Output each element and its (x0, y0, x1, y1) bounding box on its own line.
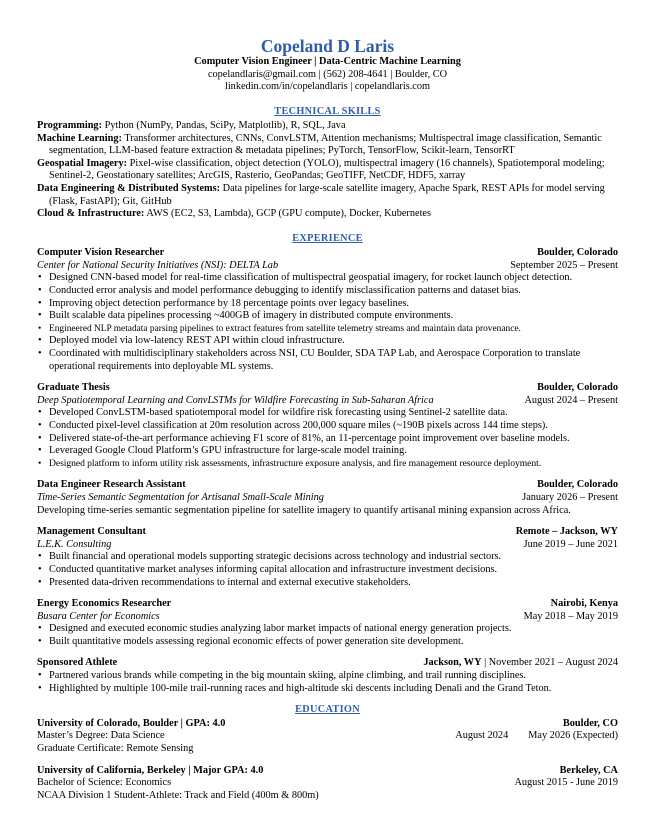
degree: Master’s Degree: Data Science (37, 730, 165, 742)
job-org: Deep Spatiotemporal Learning and ConvLSTMs for Wildfire Forecasting in Sub-Saharan Africa (37, 394, 434, 406)
list-item: • Developed ConvLSTM-based spatiotemporal model for wildfire risk forecasting using Sentinel-2 satellite data. (37, 407, 618, 420)
job-location: Boulder, Colorado (537, 382, 618, 394)
job-dates: September 2025 – Present (510, 259, 618, 271)
job-dates: June 2019 – June 2021 (523, 538, 618, 550)
job-title: Computer Vision Researcher (37, 247, 165, 259)
job-org: Time-Series Semantic Segmentation for Artisanal Small-Scale Mining (37, 491, 324, 503)
section-heading-skills: TECHNICAL SKILLS (274, 105, 381, 117)
job-bullets (37, 551, 618, 589)
skill-label: Programming: (37, 120, 103, 131)
job-subheader (37, 395, 618, 408)
skill-text: AWS (EC2, S3, Lambda), GCP (GPU compute), Docker, Kubernetes (144, 208, 432, 220)
education-uc-berkeley (37, 765, 618, 803)
list-item: • Highlighted by multiple 100-mile trail-running races and high-altitude ski descents including Denali and the Grand Teton. (37, 683, 618, 696)
certificate: Graduate Certificate: Remote Sensing (37, 742, 194, 754)
degree: Bachelor of Science: Economics (37, 777, 172, 789)
candidate-subtitle: Computer Vision Engineer | Data-Centric Machine Learning (194, 56, 461, 67)
education-cu-boulder (37, 718, 618, 756)
job-header (37, 598, 618, 611)
job-subheader (37, 492, 618, 505)
list-item: • Designed platform to inform utility risk assessments, infrastructure exposure analysis, and fire management resource deployment. (37, 458, 618, 471)
skill-text: Pixel-wise classification, object detection (YOLO), multispectral imagery (16 channels), Spatiotemporal modeling; Sentinel-2, Geostationary satellites; ArcGIS, Rasterio, GeoPandas; GeoTIFF, NetCDF, HDF5, xarray (49, 157, 605, 182)
contact-line-links: linkedin.com/in/copelandlaris | copelandlaris.com (224, 81, 431, 92)
job-subheader (37, 260, 618, 273)
job-header (37, 657, 618, 670)
job-location: Remote – Jackson, WY (515, 526, 618, 538)
job-management-consultant (37, 526, 618, 589)
list-item: • Designed CNN-based model for real-time classification of multispectral geospatial imagery, for rocket launch object detection. (37, 272, 618, 285)
job-computer-vision-researcher (37, 247, 618, 373)
job-title: Graduate Thesis (37, 382, 110, 394)
skill-label: Data Engineering & Distributed Systems: (37, 182, 221, 194)
job-header (37, 479, 618, 492)
list-item: • Coordinated with multidisciplinary stakeholders across NSI, CU Boulder, SDA TAP Lab, and Aerospace Corporation to translate operational requirements into deployable ML systems. (37, 348, 618, 373)
job-location: Boulder, Colorado (537, 479, 618, 491)
education-degree-row (37, 730, 618, 743)
list-item: • Improving object detection performance by 18 percentage points over legacy baselines. (37, 298, 618, 311)
skill-machine-learning (37, 133, 618, 158)
job-graduate-thesis (37, 382, 618, 470)
job-location-dates (423, 657, 618, 670)
job-title: Data Engineer Research Assistant (37, 479, 186, 491)
job-dates: August 2024 – Present (524, 394, 618, 406)
list-item: • Built financial and operational models supporting strategic decisions across technology and industrial sectors. (37, 551, 618, 564)
job-header (37, 526, 618, 539)
section-heading-experience: EXPERIENCE (292, 232, 363, 244)
list-item: • Built scalable data pipelines processing ~400GB of imagery in distributed compute environments. (37, 310, 618, 323)
job-bullets (37, 623, 618, 648)
list-item: • Partnered various brands while competing in the big mountain skiing, alpine climbing, and trail running disciplines. (37, 670, 618, 683)
education-degree-row (37, 777, 618, 790)
job-energy-economics-researcher (37, 598, 618, 648)
job-org: Busara Center for Economics (37, 610, 160, 622)
school-location: Boulder, CO (562, 717, 618, 729)
job-dates: | November 2021 – August 2024 (481, 657, 618, 669)
list-item: • Presented data-driven recommendations to internal and external executive stakeholders. (37, 577, 618, 590)
degree-dates: August 2015 - June 2019 (514, 777, 618, 789)
degree-dates (435, 730, 618, 743)
job-dates: January 2026 – Present (522, 491, 618, 503)
skill-cloud (37, 208, 618, 221)
education-header (37, 718, 618, 731)
skill-data-engineering (37, 183, 618, 208)
start-date: August 2024 (455, 730, 509, 742)
list-item: • Conducted error analysis and model performance debugging to identify misclassification patterns and dataset bias. (37, 285, 618, 298)
job-org: L.E.K. Consulting (37, 538, 112, 550)
job-dates: May 2018 – May 2019 (523, 610, 618, 622)
job-org: Center for National Security Initiatives (NSI): DELTA Lab (37, 259, 279, 271)
list-item: • Conducted pixel-level classification at 20m resolution across 200,000 square miles (~190B pixels across 144 time steps). (37, 420, 618, 433)
skill-geospatial (37, 158, 618, 183)
skills-list (37, 120, 618, 221)
job-title: Energy Economics Researcher (37, 598, 172, 610)
end-date: May 2026 (Expected) (528, 730, 618, 742)
job-bullets (37, 670, 618, 695)
job-sponsored-athlete (37, 657, 618, 695)
contact-line-email-phone: copelandlaris@gmail.com | (562) 208-4641 | Boulder, CO (207, 68, 448, 80)
job-data-engineer (37, 479, 618, 517)
skill-text: Data pipelines for large-scale satellite imagery, Apache Spark, REST APIs for model serving (Flask, FastAPI); Git, GitHub (49, 182, 605, 207)
list-item: • Conducted quantitative market analyses informing capital allocation and infrastructure investment decisions. (37, 564, 618, 577)
athletics-note: NCAA Division 1 Student-Athlete: Track and Field (400m & 800m) (37, 789, 319, 801)
job-location: Nairobi, Kenya (550, 598, 618, 610)
job-location: Jackson, WY (423, 657, 482, 669)
skill-label: Cloud & Infrastructure: (37, 208, 145, 220)
list-item: • Built quantitative models assessing regional economic effects of power generation site development. (37, 636, 618, 649)
job-bullets (37, 407, 618, 470)
skill-text: Python (NumPy, Pandas, SciPy, Matplotlib), R, SQL, Java (102, 120, 346, 131)
job-header (37, 382, 618, 395)
school-location: Berkeley, CA (559, 764, 618, 776)
list-item: • Delivered state-of-the-art performance achieving F1 score of 81%, an 11-percentage point improvement over baseline models. (37, 433, 618, 446)
job-title: Sponsored Athlete (37, 657, 118, 669)
list-item: • Leveraged Google Cloud Platform’s GPU infrastructure for large-scale model training. (37, 445, 618, 458)
list-item: • Deployed model via low-latency REST API within cloud infrastructure. (37, 335, 618, 348)
job-header (37, 247, 618, 260)
job-subheader (37, 611, 618, 624)
job-description: Developing time-series semantic segmentation pipeline for satellite imagery to quantify artisanal mining expansion across Africa. (37, 504, 571, 516)
list-item: • Engineered NLP metadata parsing pipelines to extract features from satellite telemetry streams and maintain data provenance. (37, 323, 618, 336)
skill-label: Machine Learning: (37, 132, 122, 144)
skill-label: Geospatial Imagery: (37, 157, 128, 169)
job-subheader (37, 539, 618, 552)
job-location: Boulder, Colorado (537, 247, 618, 259)
education-header (37, 765, 618, 778)
skill-programming (37, 120, 618, 133)
job-title: Management Consultant (37, 526, 146, 538)
school-name: University of Colorado, Boulder | GPA: 4.0 (37, 717, 226, 729)
candidate-name: Copeland D Laris (260, 36, 395, 56)
job-bullets (37, 272, 618, 373)
section-heading-education: EDUCATION (295, 704, 360, 716)
school-name: University of California, Berkeley | Major GPA: 4.0 (37, 764, 264, 776)
list-item: • Designed and executed economic studies analyzing labor market impacts of national energy generation projects. (37, 623, 618, 636)
skill-text: Transformer architectures, CNNs, ConvLSTM, Attention mechanisms; Multispectral image classification, Semantic segmentation, LLM-based feature extraction & metadata pipelines; PyTorch, TensorFlow, Scikit-learn, TensorRT (49, 132, 602, 157)
